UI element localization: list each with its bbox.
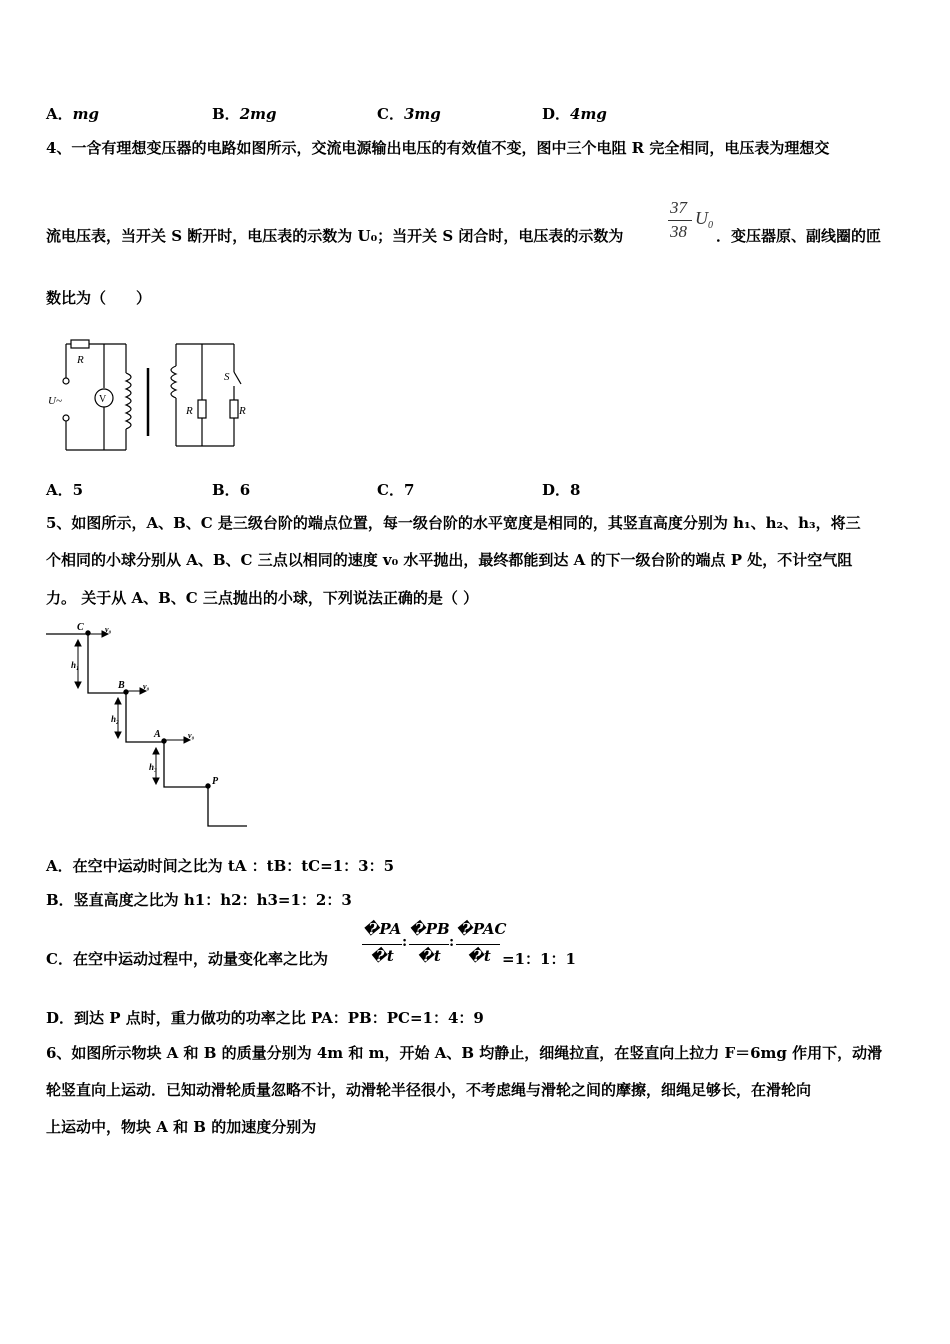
q4-primary-coil: [126, 373, 131, 429]
q5-point-p: [206, 784, 210, 788]
q5-frac-3-num: �PAC: [456, 920, 507, 938]
q4-label-u: U~: [48, 395, 62, 407]
q3-option-b: B．2mg: [212, 105, 277, 123]
q5-option-c-suffix: =1：1：1: [502, 950, 576, 968]
q5-point-c: [86, 631, 90, 635]
q4-label-r1: R: [77, 354, 84, 366]
q5-option-a: A．在空中运动时间之比为 tA ：tB：tC=1：3：5: [46, 857, 395, 875]
q5-frac-2-den: �t: [417, 947, 441, 965]
q5-label-h3: h₃: [149, 762, 158, 772]
q6-line-3: 上运动中，物块 A 和 B 的加速度分别为: [46, 1118, 317, 1136]
q4-line-2a: 流电压表，当开关 S 断开时，电压表的示数为 U₀；当开关 S 闭合时，电压表的示数为: [46, 227, 624, 245]
q5-option-c-fractions: [362, 920, 507, 970]
q4-line-1: 4、一含有理想变压器的电路如图所示，交流电源输出电压的有效值不变，图中三个电阻 R 完全相同，电压表为理想交: [46, 139, 830, 157]
q4-fraction: [668, 198, 722, 246]
q5-line-3: 力。 关于从 A、B、C 三点抛出的小球，下列说法正确的是（ ）: [46, 589, 479, 607]
q5-frac-1-bar: [362, 944, 402, 945]
q4-options: [46, 479, 906, 499]
q5-frac-1-num: �PA: [362, 920, 402, 938]
q5-option-b: B．竖直高度之比为 h1：h2：h3=1：2：3: [46, 891, 352, 909]
q5-label-c: C: [77, 622, 84, 633]
q5-label-h2: h₂: [111, 714, 120, 724]
q4-option-a: A．5: [46, 481, 84, 499]
q5-frac-2-bar: [409, 944, 449, 945]
q5-frac-sep-2: :: [449, 934, 455, 950]
q4-frac-bar: [668, 220, 692, 221]
q4-secondary-coil: [171, 366, 176, 398]
q5-label-v0-b: v₀: [143, 682, 150, 691]
q3-option-a: A．mg: [46, 105, 100, 123]
q5-label-a: A: [154, 729, 161, 740]
q4-option-b: B．6: [212, 481, 251, 499]
q5-staircase-figure: [44, 618, 250, 830]
q4-line-2b: ．变压器原、副线圈的匝: [716, 227, 882, 245]
q6-line-2: 轮竖直向上运动．已知动滑轮质量忽略不计，动滑轮半径很小，不考虑绳与滑轮之间的摩擦，细绳足够长，在滑轮向: [46, 1081, 812, 1099]
q4-frac-denominator: 38: [670, 222, 687, 241]
q4-frac-subscript: 0: [708, 220, 713, 231]
q5-label-h1: h₁: [71, 660, 80, 670]
q4-option-c: C．7: [377, 481, 415, 499]
q5-label-b: B: [118, 680, 125, 691]
q5-option-d: D．到达 P 点时，重力做功的功率之比 PA：PB：PC=1：4：9: [46, 1009, 484, 1027]
q4-line-3: 数比为（ ）: [46, 289, 152, 307]
q5-line-1: 5、如图所示，A、B、C 是三级台阶的端点位置，每一级台阶的水平宽度是相同的，其竖直高度分别为 h₁、h₂、h₃，将三: [46, 514, 861, 532]
q3-option-c: C．3mg: [377, 105, 441, 123]
q4-frac-variable: U: [695, 208, 708, 228]
q4-label-r3: R: [239, 405, 246, 417]
q5-frac-1-den: �t: [370, 947, 394, 965]
q6-line-1: 6、如图所示物块 A 和 B 的质量分别为 4m 和 m，开始 A、B 均静止，细绳拉直，在竖直向上拉力 F＝6mg 作用下，动滑: [46, 1044, 883, 1062]
q4-circuit-figure: [44, 338, 250, 460]
q5-frac-sep-1: :: [402, 934, 408, 950]
q4-switch: [234, 372, 241, 384]
q5-frac-3-den: �t: [467, 947, 491, 965]
q5-option-c-prefix: C．在空中运动过程中，动量变化率之比为: [46, 950, 328, 968]
q4-label-s: S: [224, 371, 230, 383]
q4-resistor-2: [198, 400, 206, 418]
q4-frac-numerator: 37: [670, 198, 687, 217]
q3-option-d: D．4mg: [542, 105, 607, 123]
q5-label-p: P: [212, 776, 219, 787]
q5-label-v0-c: v₀: [105, 625, 112, 634]
q4-label-r2: R: [186, 405, 193, 417]
q4-option-d: D．8: [542, 481, 581, 499]
q3-options: [46, 103, 906, 123]
q4-resistor-primary: [71, 340, 89, 348]
q5-line-2: 个相同的小球分别从 A、B、C 三点以相同的速度 v₀ 水平抛出，最终都能到达 A 的下一级台阶的端点 P 处，不计空气阻: [46, 551, 853, 569]
q5-frac-3-bar: [456, 944, 500, 945]
q4-resistor-3: [230, 400, 238, 418]
q5-frac-2-num: �PB: [409, 920, 450, 938]
q5-point-a: [162, 739, 166, 743]
q5-label-v0-a: v₀: [188, 731, 195, 740]
q4-label-v: V: [99, 394, 107, 405]
